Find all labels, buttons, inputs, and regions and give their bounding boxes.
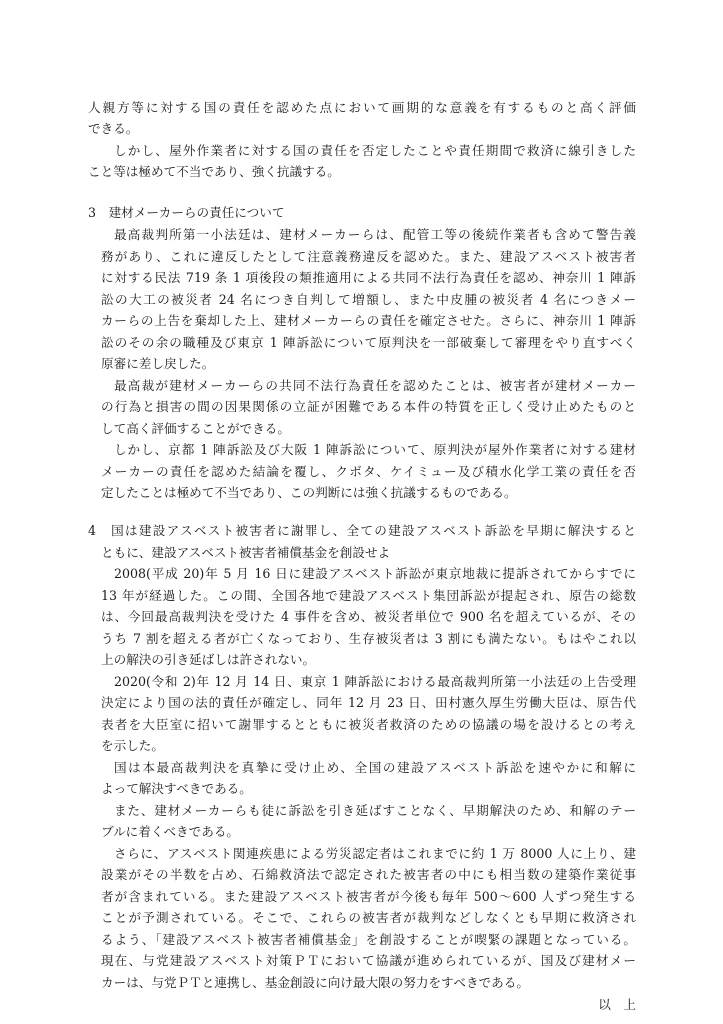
paragraph-line: カーは、与党ＰＴと連携し、基金創設に向け最大限の努力をすべきである。 bbox=[101, 975, 529, 990]
paragraph-line: 訟のその余の職種及び東京 1 陣訴訟について原判決を一部破棄して審理をやり直すべく bbox=[101, 335, 636, 350]
paragraph-line: 国は本最高裁判決を真摯に受け止め、全国の建設アスベスト訴訟を速やかに和解に bbox=[114, 760, 636, 775]
paragraph-line: しかし、京都 1 陣訴訟及び大阪 1 陣訴訟について、原判決が屋外作業者に対する建材 bbox=[114, 442, 636, 457]
paragraph-line: うち 7 割を超える者が亡くなっており、生存被災者は 3 割にも満たない。もはやこれ以 bbox=[101, 631, 636, 646]
paragraph-line: 人親方等に対する国の責任を認めた点において画期的な意義を有するものと高く評価 bbox=[88, 100, 636, 115]
paragraph-line: 2008(平成 20)年 5 月 16 日に建設アスベスト訴訟が東京地裁に提訴されてからすでに bbox=[114, 566, 636, 581]
paragraph-line: メーカーの責任を認めた結論を覆し、クボタ、ケイミュー及び積水化学工業の責任を否 bbox=[101, 464, 636, 479]
section-heading: 3 建材メーカーらの責任について bbox=[88, 205, 285, 220]
paragraph-line: 訟の大工の被災者 24 名につき自判して増額し、また中皮腫の被災者 4 名につきメー bbox=[101, 292, 636, 307]
paragraph-line: 13 年が経過した。この間、全国各地で建設アスベスト集団訴訟が提起され、原告の総数 bbox=[101, 588, 636, 603]
paragraph-line: 現在、与党建設アスベスト対策ＰＴにおいて協議が進められているが、国及び建材メー bbox=[101, 953, 636, 968]
paragraph-line: して高く評価することができる。 bbox=[101, 421, 290, 436]
paragraph-line: しかし、屋外作業者に対する国の責任を否定したことや責任期間で救済に線引きした bbox=[114, 143, 636, 158]
paragraph-line: 最高裁が建材メーカーらの共同不法行為責任を認めたことは、被害者が建材メーカー bbox=[114, 378, 636, 393]
paragraph-line: また、建材メーカーらも徒に訴訟を引き延ばすことなく、早期解決のため、和解のテー bbox=[114, 803, 636, 818]
paragraph-line: 定したことは極めて不当であり、この判断には強く抗議するものである。 bbox=[101, 485, 517, 500]
paragraph-line: 原審に差し戻した。 bbox=[101, 356, 215, 371]
paragraph-line: 表者を大臣室に招いて謝罪するとともに被災者救済のための協議の場を設けるとの考え bbox=[101, 717, 636, 732]
paragraph-line: 者が含まれている。また建設アスベスト被害者が今後も毎年 500～600 人ずつ発生する bbox=[101, 889, 636, 904]
paragraph-line: るよう、「建設アスベスト被害者補償基金」を創設することが喫緊の課題となっている。 bbox=[101, 932, 636, 947]
paragraph-line: 務があり、これに違反したとして注意義務違反を認めた。また、建設アスベスト被害者 bbox=[101, 249, 636, 264]
paragraph-line: こと等は極めて不当であり、強く抗議する。 bbox=[88, 164, 340, 179]
paragraph-line: よって解決すべきである。 bbox=[101, 781, 252, 796]
paragraph-line: ブルに着くべきである。 bbox=[101, 824, 240, 839]
paragraph-line: に対する民法 719 条 1 項後段の類推適用による共同不法行為責任を認め、神奈川 1 陣訴 bbox=[101, 270, 636, 285]
paragraph-line: カーらの上告を棄却した上、建材メーカーらの責任を確定させた。さらに、神奈川 1 陣訴 bbox=[101, 313, 636, 328]
closing-mark: 以 上 bbox=[598, 997, 636, 1012]
paragraph-line: できる。 bbox=[88, 121, 139, 136]
paragraph-line: ことが予測されている。そこで、これらの被害者が裁判などしなくとも早期に救済され bbox=[101, 910, 636, 925]
paragraph-line: の行為と損害の間の因果関係の立証が困難である本件の特質を正しく受け止めたものと bbox=[101, 399, 636, 414]
paragraph-line: 最高裁判所第一小法廷は、建材メーカーらは、配管工等の後続作業者も含めて警告義 bbox=[114, 227, 636, 242]
paragraph-line: さらに、アスベスト関連疾患による労災認定者はこれまでに約 1 万 8000 人に上り、建 bbox=[114, 846, 636, 861]
section-heading: 4 国は建設アスベスト被害者に謝罪し、全ての建設アスベスト訴訟を早期に解決すると bbox=[88, 523, 636, 538]
paragraph-line: は、今回最高裁判決を受けた 4 事件を含め、被災者単位で 900 名を超えているが、その bbox=[101, 609, 636, 624]
paragraph-line: を示した。 bbox=[101, 738, 164, 753]
paragraph-line: 2020(令和 2)年 12 月 14 日、東京 1 陣訴訟における最高裁判所第一小法廷の上告受理 bbox=[114, 674, 636, 689]
paragraph-line: 決定により国の法的責任が確定し、同年 12 月 23 日、田村憲久厚生労働大臣は、原告代 bbox=[101, 695, 636, 710]
section-heading: ともに、建設アスベスト被害者補償基金を創設せよ bbox=[101, 545, 391, 560]
paragraph-line: 上の解決の引き延ばしは許されない。 bbox=[101, 652, 316, 667]
paragraph-line: 設業がその半数を占め、石綿救済法で認定された被害者の中にも相当数の建築作業従事 bbox=[101, 867, 636, 882]
